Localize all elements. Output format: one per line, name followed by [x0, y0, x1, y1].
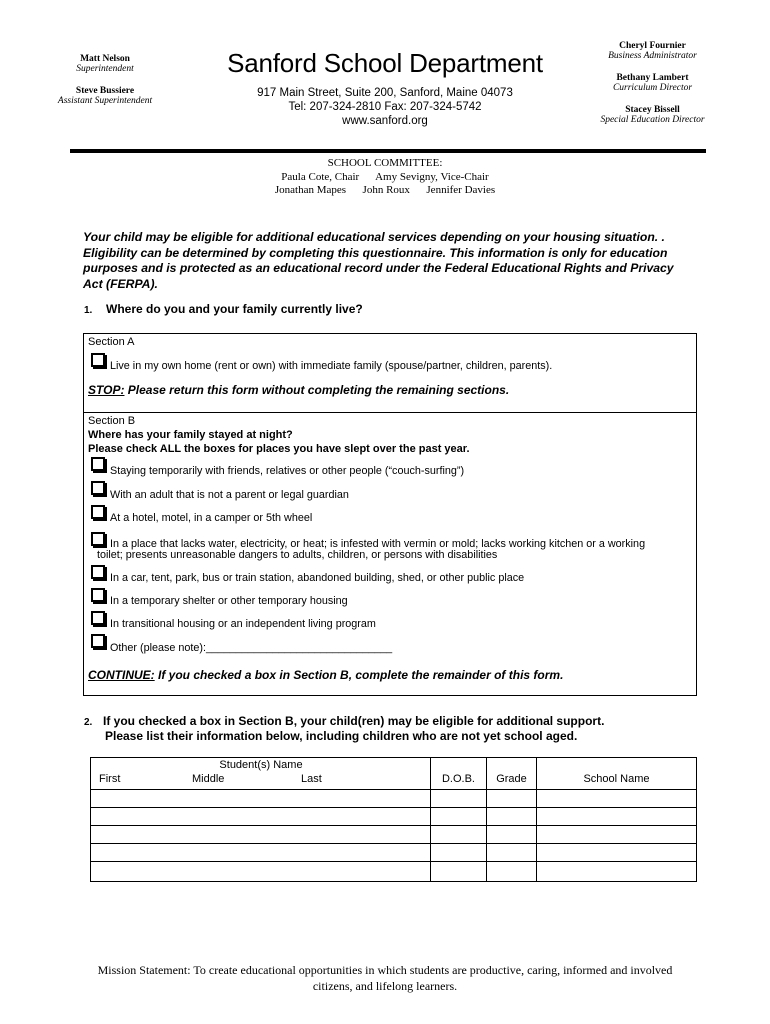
- staff-name: Bethany Lambert: [616, 73, 689, 83]
- school-cell[interactable]: [537, 808, 697, 826]
- staff-title: Business Administrator: [608, 51, 697, 61]
- section-b-question: Where has your family stayed at night?: [88, 429, 293, 441]
- grade-cell[interactable]: [487, 808, 537, 826]
- staff-title: Curriculum Director: [612, 83, 693, 93]
- dob-cell[interactable]: [431, 826, 487, 844]
- section-a-label: Section A: [88, 336, 135, 348]
- column-dob-label: D.O.B.: [441, 773, 475, 785]
- table-row: [91, 844, 697, 862]
- section-b-option: In a temporary shelter or other temporary housing: [110, 595, 348, 607]
- org-phone: Tel: 207-324-2810 Fax: 207-324-5742: [288, 101, 482, 113]
- section-b-label: Section B: [88, 415, 136, 427]
- column-last: Last: [301, 773, 322, 785]
- section-b-option-other[interactable]: Other (please note):_______________________________: [110, 642, 393, 654]
- mission-line-1: Mission Statement: To create educational opportunities in which students are productive, caring, informed and involved: [97, 963, 673, 977]
- staff-name: Steve Bussiere: [75, 86, 135, 96]
- dob-cell[interactable]: [431, 844, 487, 862]
- staff-title: Assistant Superintendent: [57, 96, 153, 106]
- column-grade: [487, 758, 537, 790]
- question-2-number: 2.: [84, 717, 93, 728]
- continue-label: CONTINUE:: [88, 668, 155, 682]
- staff-name: Cheryl Fournier: [619, 41, 686, 51]
- intro-paragraph: Your child may be eligible for additional educational services depending on your housing situation. . Eligibility can be determined by completing this questionnaire. This information is only for education purposes and is protected as an educational record under the Federal Educational Rights and Privacy Act (FERPA).: [83, 230, 674, 291]
- section-a-option: Live in my own home (rent or own) with immediate family (spouse/partner, children, parents).: [110, 360, 553, 372]
- header-divider: [70, 149, 706, 153]
- committee-line-2: Jonathan Mapes John Roux Jennifer Davies: [274, 184, 496, 196]
- checkbox[interactable]: [91, 353, 105, 367]
- checkbox[interactable]: [91, 588, 105, 602]
- checkbox[interactable]: [91, 532, 105, 546]
- staff-name: Matt Nelson: [80, 54, 130, 64]
- column-grade-label: Grade: [496, 773, 527, 785]
- column-dob: [431, 758, 487, 790]
- checkbox[interactable]: [91, 505, 105, 519]
- section-b-box: [83, 412, 697, 696]
- column-middle: Middle: [192, 773, 225, 785]
- table-row: [91, 790, 697, 808]
- dob-cell[interactable]: [431, 808, 487, 826]
- stop-text: Please return this form without completing the remaining sections.: [124, 383, 510, 397]
- student-table: [90, 757, 697, 882]
- checkbox[interactable]: [91, 611, 105, 625]
- org-website: www.sanford.org: [342, 115, 428, 127]
- section-b-option-continued: toilet; presents unreasonable dangers to adults, children, or persons with disabilities: [97, 549, 498, 561]
- mission-line-2: citizens, and lifelong learners.: [312, 979, 458, 993]
- column-first: First: [99, 773, 121, 785]
- checkbox[interactable]: [91, 457, 105, 471]
- stop-instruction: [88, 383, 509, 397]
- school-cell[interactable]: [537, 826, 697, 844]
- table-row: [91, 862, 697, 882]
- section-b-option: In a car, tent, park, bus or train station, abandoned building, shed, or other public place: [110, 572, 525, 584]
- grade-cell[interactable]: [487, 862, 537, 882]
- student-name-cell[interactable]: [91, 808, 431, 826]
- section-b-option: Staying temporarily with friends, relatives or other people (“couch-surfing”): [110, 465, 465, 477]
- table-header-row: [91, 758, 697, 790]
- column-school: [537, 758, 697, 790]
- student-name-cell[interactable]: [91, 862, 431, 882]
- header-right-staff: [585, 41, 720, 125]
- section-b-option: At a hotel, motel, in a camper or 5th wheel: [110, 512, 313, 524]
- grade-cell[interactable]: [487, 844, 537, 862]
- section-b-option: In transitional housing or an independent living program: [110, 618, 376, 630]
- student-name-group-label: Student(s) Name: [219, 759, 303, 771]
- student-name-cell[interactable]: [91, 790, 431, 808]
- school-cell[interactable]: [537, 844, 697, 862]
- question-1-text: Where do you and your family currently live?: [106, 302, 363, 316]
- checkbox[interactable]: [91, 634, 105, 648]
- question-2-line-2: Please list their information below, including children who are not yet school aged.: [105, 729, 578, 743]
- student-name-cell[interactable]: [91, 844, 431, 862]
- section-b-option: In a place that lacks water, electricity, or heat; is infested with vermin or mold; lacks working kitchen or a working: [110, 538, 646, 550]
- grade-cell[interactable]: [487, 826, 537, 844]
- column-school-label: School Name: [583, 773, 650, 785]
- mission-statement: [0, 962, 770, 994]
- student-name-cell[interactable]: [91, 826, 431, 844]
- table-row: [91, 826, 697, 844]
- staff-title: Special Education Director: [600, 115, 705, 125]
- checkbox[interactable]: [91, 565, 105, 579]
- question-2-line-1: If you checked a box in Section B, your child(ren) may be eligible for additional support.: [103, 714, 605, 728]
- staff-name: Stacey Bissell: [625, 105, 680, 115]
- committee-line-1: Paula Cote, Chair Amy Sevigny, Vice-Chair: [281, 171, 489, 183]
- header-left-staff: [40, 54, 170, 106]
- org-name: Sanford School Department: [227, 48, 543, 78]
- section-b-instruction: Please check ALL the boxes for places you have slept over the past year.: [88, 443, 470, 455]
- student-name-header: [91, 758, 431, 790]
- continue-text: If you checked a box in Section B, complete the remainder of this form.: [154, 668, 564, 682]
- committee-heading: SCHOOL COMMITTEE:: [327, 157, 443, 169]
- table-row: [91, 808, 697, 826]
- dob-cell[interactable]: [431, 862, 487, 882]
- section-a-box: [83, 333, 697, 413]
- continue-instruction: [88, 668, 563, 682]
- stop-label: STOP:: [88, 383, 125, 397]
- checkbox[interactable]: [91, 481, 105, 495]
- section-b-option: With an adult that is not a parent or legal guardian: [110, 489, 349, 501]
- dob-cell[interactable]: [431, 790, 487, 808]
- grade-cell[interactable]: [487, 790, 537, 808]
- staff-title: Superintendent: [76, 64, 134, 74]
- org-address: 917 Main Street, Suite 200, Sanford, Maine 04073: [257, 87, 513, 99]
- school-cell[interactable]: [537, 862, 697, 882]
- question-1-number: 1.: [84, 305, 93, 316]
- school-cell[interactable]: [537, 790, 697, 808]
